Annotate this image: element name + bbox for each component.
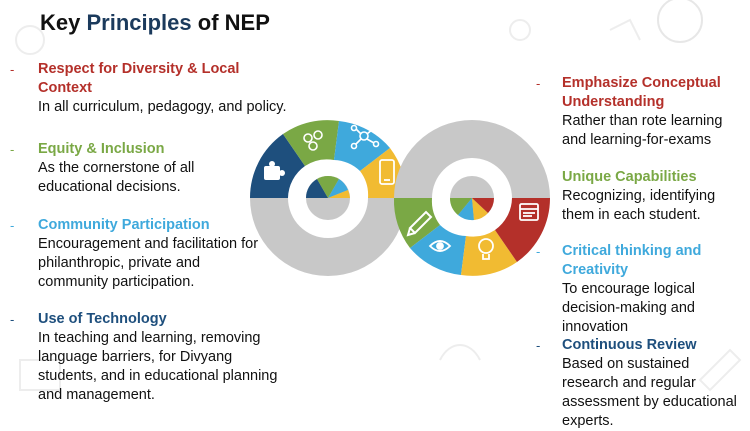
principle-body: Rather than rote learning and learning-for-exams: [562, 113, 723, 148]
page-title: Key Principles of NEP: [40, 10, 270, 35]
bullet-dash: -: [10, 312, 15, 327]
principle-title: Emphasize Conceptual Understanding: [562, 75, 721, 110]
principle-item: [528, 336, 750, 431]
principle-title: Continuous Review: [562, 337, 697, 353]
principle-body: Encouragement and facilitation for philanthropic, private and community participation.: [38, 236, 259, 290]
principle-body: As the cornerstone of all educational decisions.: [38, 160, 195, 195]
infinity-diagram: [250, 108, 550, 288]
bullet-dash: -: [536, 244, 541, 259]
principle-body: Recognizing, identifying them in each student.: [562, 188, 716, 223]
principle-title: Critical thinking and Creativity: [562, 243, 702, 278]
principle-item: [0, 216, 290, 292]
principle-body: Based on sustained research and regular assessment by educational experts.: [562, 356, 737, 429]
principle-title: Use of Technology: [38, 311, 167, 327]
bullet-dash: -: [536, 338, 541, 353]
principle-item: [528, 168, 750, 225]
principle-body: In teaching and learning, removing language barriers, for Divyang students, and in educational planning and management.: [38, 330, 278, 403]
principle-item: [0, 310, 290, 405]
principle-body: In all curriculum, pedagogy, and policy.: [38, 99, 287, 115]
bullet-dash: -: [10, 62, 15, 77]
principle-item: [0, 140, 290, 197]
principle-title: Unique Capabilities: [562, 169, 697, 185]
principle-title: Equity & Inclusion: [38, 141, 165, 157]
principle-item: [0, 60, 290, 117]
principle-title: Community Participation: [38, 217, 210, 233]
bullet-dash: -: [10, 142, 15, 157]
principle-item: [528, 74, 750, 150]
principle-item: [528, 242, 750, 337]
bullet-dash: -: [536, 76, 541, 91]
bullet-dash: -: [10, 218, 15, 233]
principle-body: To encourage logical decision-making and innovation: [562, 281, 696, 335]
principle-title: Respect for Diversity & Local Context: [38, 61, 240, 96]
